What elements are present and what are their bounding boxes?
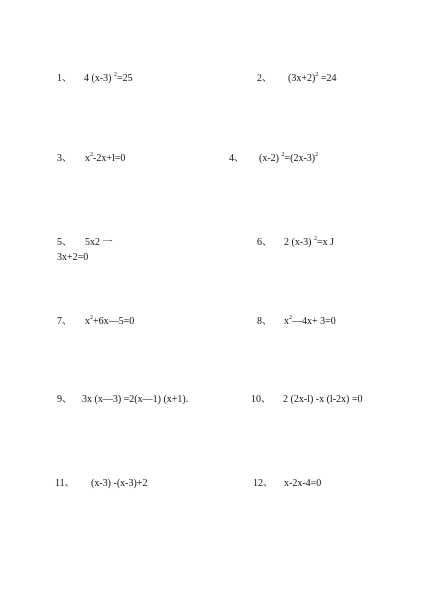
problem-7 [57, 316, 134, 328]
equation: $x^2+6x—5=0$ [85, 314, 135, 327]
problem-8 [257, 316, 336, 328]
problem-9 [57, 394, 188, 406]
equation: 2 (2x-l) -x (l-2x) =0 [283, 394, 363, 405]
problem-5 [57, 237, 113, 249]
problem-2 [257, 73, 336, 85]
problem-number: 9、 [57, 394, 72, 405]
equation: 5x2 一 [85, 237, 113, 248]
problem-number: 4、 [229, 153, 244, 164]
problem-11 [55, 478, 147, 490]
problem-3 [57, 153, 125, 165]
equation: 2 (x-3) $^2$=x J [284, 235, 335, 248]
problem-number: 1、 [57, 73, 72, 84]
problem-number: 11、 [55, 478, 75, 489]
equation: $x^2-2x+l=0$ [85, 151, 126, 164]
equation: x-2x-4=0 [284, 478, 322, 489]
problem-10 [251, 394, 363, 406]
problem-number: 8、 [257, 316, 272, 327]
problem-number: 3、 [57, 153, 72, 164]
equation: (x-3) -(x-3)+2 [91, 478, 148, 489]
problem-6 [257, 237, 334, 249]
equation: 4 (x-3) $^2$=25 [84, 71, 133, 84]
problem-number: 2、 [257, 73, 272, 84]
equation: (x-2) $^2=(2x-3)^2$ [259, 151, 319, 164]
problem-1 [57, 73, 133, 85]
problem-12 [253, 478, 321, 490]
equation: $x^2—4x+ 3=0$ [284, 314, 336, 327]
problem-number: 10、 [251, 394, 271, 405]
problem-number: 12、 [253, 478, 273, 489]
problem-number: 7、 [57, 316, 72, 327]
equation: 3x (x—3) =2(x—1) (x+1). [82, 394, 189, 405]
problem-number: 5、 [57, 237, 72, 248]
problem-4 [229, 153, 318, 165]
problem-5-continuation: 3x+2=0 [57, 252, 89, 263]
equation: $(3x+2)^2 =24$ [288, 71, 337, 84]
problem-number: 6、 [257, 237, 272, 248]
